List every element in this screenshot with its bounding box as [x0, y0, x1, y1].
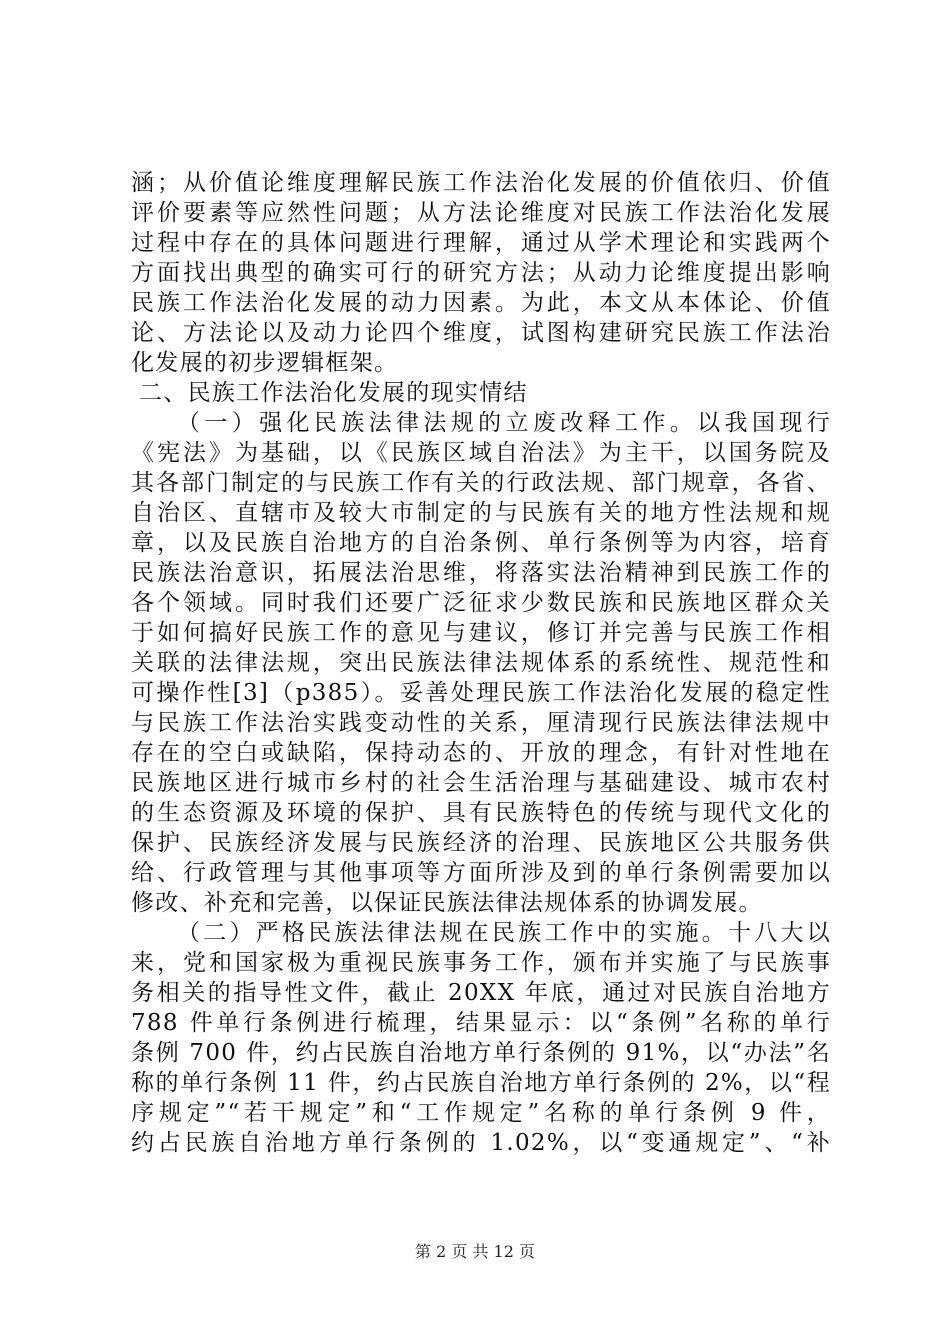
text-line: 各个领域。同时我们还要广泛征求少数民族和民族地区群众关 — [131, 590, 831, 616]
text-line: 论、方法论以及动力论四个维度，试图构建研究民族工作法治 — [131, 320, 831, 346]
text-line: 的生态资源及环境的保护、具有民族特色的传统与现代文化的 — [131, 800, 831, 826]
text-line: 存在的空白或缺陷，保持动态的、开放的理念，有针对性地在 — [131, 740, 831, 766]
subsection-heading-line: （二）严格民族法律法规在民族工作中的实施。十八大以 — [177, 920, 831, 946]
text-line: 民族法治意识，拓展法治思维，将落实法治精神到民族工作的 — [131, 560, 831, 586]
text-line: 其各部门制定的与民族工作有关的行政法规、部门规章，各省、 — [131, 470, 831, 496]
text-line: 可操作性[3]（p385）。妥善处理民族工作法治化发展的稳定性 — [131, 680, 831, 706]
text-line: 方面找出典型的确实可行的研究方法；从动力论维度提出影响 — [131, 260, 831, 286]
section-heading: 二、民族工作法治化发展的现实情结 — [139, 380, 528, 406]
text-line: 评价要素等应然性问题；从方法论维度对民族工作法治化发展 — [131, 200, 831, 226]
text-line: 788 件单行条例进行梳理，结果显示：以“条例”名称的单行 — [131, 1010, 831, 1036]
text-line: 保护、民族经济发展与民族经济的治理、民族地区公共服务供 — [131, 830, 831, 856]
text-line: 条例 700 件，约占民族自治地方单行条例的 91%，以“办法”名 — [131, 1040, 831, 1066]
text-line: 序规定”“若干规定”和“工作规定”名称的单行条例 9 件， — [131, 1100, 831, 1126]
text-line: 民族工作法治化发展的动力因素。为此，本文从本体论、价值 — [131, 290, 831, 316]
subsection-heading-line: （一）强化民族法律法规的立废改释工作。以我国现行 — [177, 410, 831, 436]
text-line: 称的单行条例 11 件，约占民族自治地方单行条例的 2%，以“程 — [131, 1070, 831, 1096]
text-line: 与民族工作法治实践变动性的关系，厘清现行民族法律法规中 — [131, 710, 831, 736]
text-line: 给、行政管理与其他事项等方面所涉及到的单行条例需要加以 — [131, 860, 831, 886]
text-line: 关联的法律法规，突出民族法律法规体系的系统性、规范性和 — [131, 650, 831, 676]
text-line: 自治区、直辖市及较大市制定的与民族有关的地方性法规和规 — [131, 500, 831, 526]
text-line: 来，党和国家极为重视民族事务工作，颁布并实施了与民族事 — [131, 950, 831, 976]
page-footer: 第 2 页 共 12 页 — [415, 1242, 535, 1261]
text-line: 章，以及民族自治地方的自治条例、单行条例等为内容，培育 — [131, 530, 831, 556]
text-line: 民族地区进行城市乡村的社会生活治理与基础建设、城市农村 — [131, 770, 831, 796]
text-line: 于如何搞好民族工作的意见与建议，修订并完善与民族工作相 — [131, 620, 831, 646]
text-line: 约占民族自治地方单行条例的 1.02%，以“变通规定”、“补 — [131, 1130, 831, 1156]
document-body — [131, 168, 831, 1158]
text-line: 涵；从价值论维度理解民族工作法治化发展的价值依归、价值 — [131, 170, 831, 196]
text-line: 过程中存在的具体问题进行理解，通过从学术理论和实践两个 — [131, 230, 831, 256]
text-line: 《宪法》为基础，以《民族区域自治法》为主干，以国务院及 — [131, 440, 831, 466]
text-line: 化发展的初步逻辑框架。 — [131, 350, 399, 376]
text-line: 修改、补充和完善，以保证民族法律法规体系的协调发展。 — [131, 890, 763, 916]
text-line: 务相关的指导性文件，截止 20XX 年底，通过对民族自治地方 — [131, 980, 831, 1006]
